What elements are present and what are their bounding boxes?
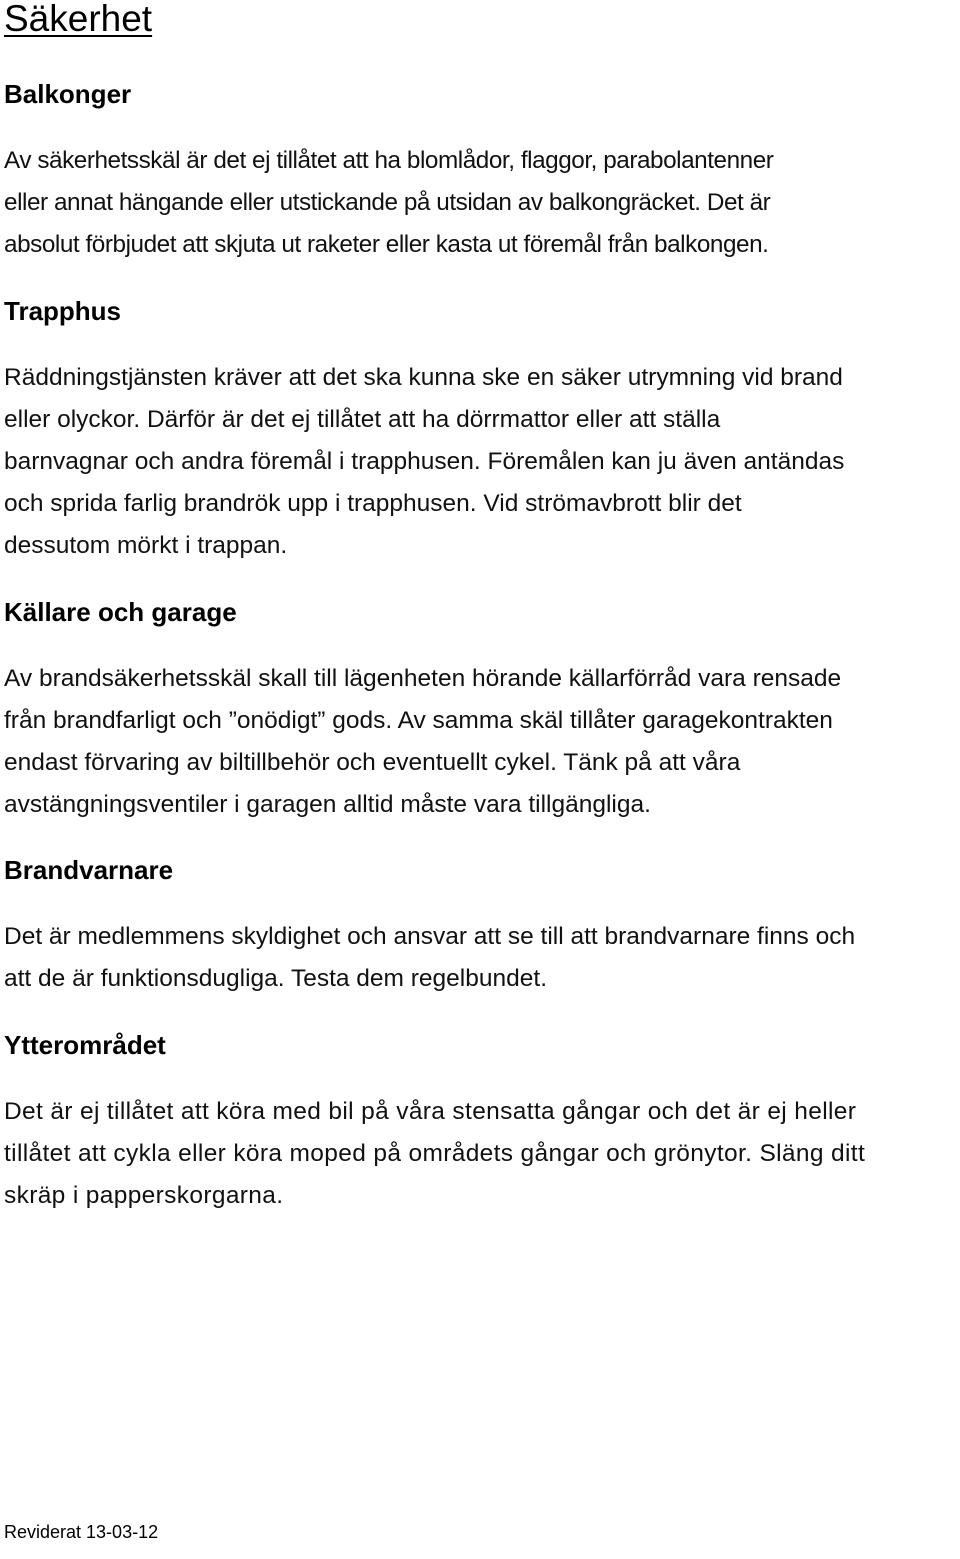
- text-line: eller annat hängande eller utstickande på utsidan av balkongräcket. Det är: [4, 189, 771, 216]
- text-line: avstängningsventiler i garagen alltid måste vara tillgängliga.: [4, 791, 651, 818]
- text-line: absolut förbjudet att skjuta ut raketer eller kasta ut föremål från balkongen.: [4, 231, 769, 258]
- section-text-kallare-och-garage: [4, 658, 960, 826]
- page-title: Säkerhet: [4, 0, 153, 39]
- section-text-balkonger: [4, 140, 960, 266]
- text-line: Av brandsäkerhetsskäl skall till lägenheten hörande källarförråd vara rensade: [4, 665, 842, 692]
- text-line: Det är medlemmens skyldighet och ansvar att se till att brandvarnare finns och: [4, 923, 856, 950]
- section-text-trapphus: [4, 357, 960, 567]
- section-text-ytteromradet: [4, 1091, 960, 1217]
- section-heading-brandvarnare: Brandvarnare: [4, 855, 174, 885]
- text-line: skräp i papperskorgarna.: [4, 1182, 284, 1209]
- text-line: Av säkerhetsskäl är det ej tillåtet att ha blomlådor, flaggor, parabolantenner: [4, 147, 774, 174]
- text-line: barnvagnar och andra föremål i trapphusen. Föremålen kan ju även antändas: [4, 448, 845, 475]
- text-line: tillåtet att cykla eller köra moped på områdets gångar och grönytor. Släng ditt: [4, 1140, 866, 1167]
- section-text-brandvarnare: [4, 916, 960, 1000]
- text-line: eller olyckor. Därför är det ej tillåtet att ha dörrmattor eller att ställa: [4, 406, 721, 433]
- revision-footer: Reviderat 13-03-12: [4, 1522, 159, 1542]
- text-line: från brandfarligt och ”onödigt” gods. Av samma skäl tillåter garagekontrakten: [4, 707, 833, 734]
- section-heading-trapphus: Trapphus: [4, 296, 122, 326]
- section-heading-ytteromradet: Ytterområdet: [4, 1030, 166, 1060]
- text-line: endast förvaring av biltillbehör och eventuellt cykel. Tänk på att våra: [4, 749, 741, 776]
- text-line: och sprida farlig brandrök upp i trapphusen. Vid strömavbrott blir det: [4, 490, 742, 517]
- section-heading-balkonger: Balkonger: [4, 79, 132, 109]
- text-line: att de är funktionsdugliga. Testa dem regelbundet.: [4, 965, 547, 992]
- text-line: Det är ej tillåtet att köra med bil på våra stensatta gångar och det är ej heller: [4, 1098, 857, 1125]
- section-heading-kallare-och-garage: Källare och garage: [4, 597, 237, 627]
- text-line: dessutom mörkt i trappan.: [4, 532, 288, 559]
- text-line: Räddningstjänsten kräver att det ska kunna ske en säker utrymning vid brand: [4, 364, 843, 391]
